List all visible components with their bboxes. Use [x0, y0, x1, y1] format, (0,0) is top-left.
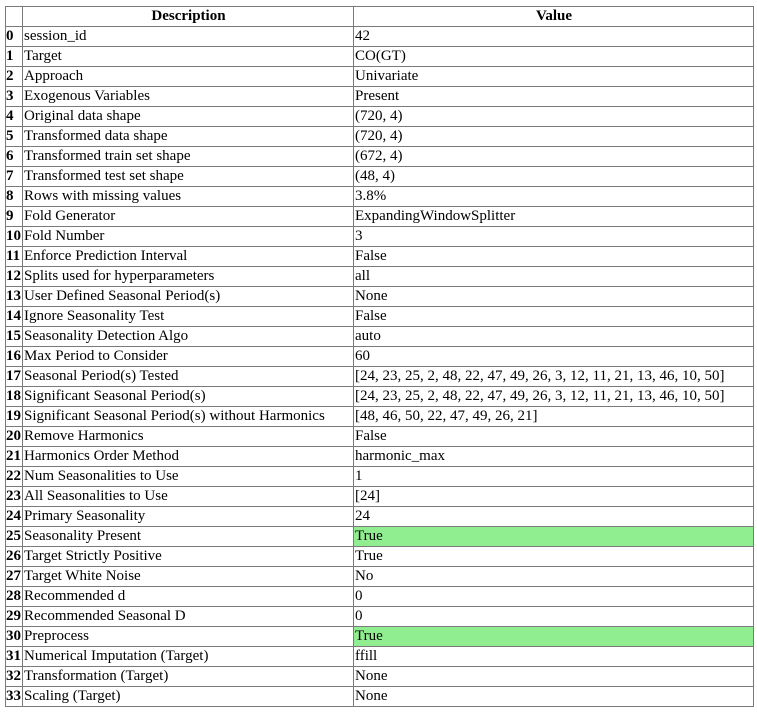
row-value: False — [354, 427, 754, 447]
row-value: [24, 23, 25, 2, 48, 22, 47, 49, 26, 3, 12, 11, 21, 13, 46, 10, 50] — [354, 367, 754, 387]
row-value: 3.8% — [354, 187, 754, 207]
row-value: (48, 4) — [354, 167, 754, 187]
row-index: 9 — [6, 207, 23, 227]
row-index: 29 — [6, 607, 23, 627]
row-value: 0 — [354, 587, 754, 607]
row-description: Seasonal Period(s) Tested — [23, 367, 354, 387]
table-row — [6, 447, 754, 467]
row-value: (720, 4) — [354, 127, 754, 147]
row-index: 7 — [6, 167, 23, 187]
row-description: Recommended Seasonal D — [23, 607, 354, 627]
row-description: Significant Seasonal Period(s) without Harmonics — [23, 407, 354, 427]
row-index: 26 — [6, 547, 23, 567]
table-row — [6, 607, 754, 627]
row-index: 21 — [6, 447, 23, 467]
table-row — [6, 647, 754, 667]
table-row — [6, 207, 754, 227]
row-description: Fold Number — [23, 227, 354, 247]
table-body — [6, 27, 754, 707]
table-row — [6, 287, 754, 307]
row-value: harmonic_max — [354, 447, 754, 467]
table-row — [6, 307, 754, 327]
row-description: User Defined Seasonal Period(s) — [23, 287, 354, 307]
row-value: 60 — [354, 347, 754, 367]
table-row — [6, 47, 754, 67]
row-description: Num Seasonalities to Use — [23, 467, 354, 487]
row-value: False — [354, 307, 754, 327]
row-index: 33 — [6, 687, 23, 707]
row-value: [24, 23, 25, 2, 48, 22, 47, 49, 26, 3, 12, 11, 21, 13, 46, 10, 50] — [354, 387, 754, 407]
row-index: 11 — [6, 247, 23, 267]
row-description: Splits used for hyperparameters — [23, 267, 354, 287]
table-row — [6, 667, 754, 687]
table-row — [6, 147, 754, 167]
row-description: Original data shape — [23, 107, 354, 127]
row-description: session_id — [23, 27, 354, 47]
row-description: Harmonics Order Method — [23, 447, 354, 467]
row-value: (720, 4) — [354, 107, 754, 127]
table-row — [6, 27, 754, 47]
table-row — [6, 367, 754, 387]
row-description: Transformation (Target) — [23, 667, 354, 687]
row-index: 18 — [6, 387, 23, 407]
row-description: Approach — [23, 67, 354, 87]
row-value: No — [354, 567, 754, 587]
table-row — [6, 467, 754, 487]
row-index: 10 — [6, 227, 23, 247]
row-index: 27 — [6, 567, 23, 587]
row-value: None — [354, 287, 754, 307]
row-value: ExpandingWindowSplitter — [354, 207, 754, 227]
row-description: Scaling (Target) — [23, 687, 354, 707]
row-description: Preprocess — [23, 627, 354, 647]
row-index: 2 — [6, 67, 23, 87]
row-description: Remove Harmonics — [23, 427, 354, 447]
row-description: Enforce Prediction Interval — [23, 247, 354, 267]
row-description: Numerical Imputation (Target) — [23, 647, 354, 667]
row-description: Transformed data shape — [23, 127, 354, 147]
row-description: Target White Noise — [23, 567, 354, 587]
row-value: ffill — [354, 647, 754, 667]
row-value: all — [354, 267, 754, 287]
table-row — [6, 627, 754, 647]
row-value: 42 — [354, 27, 754, 47]
description-header: Description — [23, 7, 354, 27]
row-value: True — [354, 547, 754, 567]
row-index: 31 — [6, 647, 23, 667]
table-row — [6, 347, 754, 367]
row-index: 20 — [6, 427, 23, 447]
row-description: Seasonality Detection Algo — [23, 327, 354, 347]
table-row — [6, 407, 754, 427]
table-row — [6, 487, 754, 507]
row-value: True — [354, 627, 754, 647]
row-index: 13 — [6, 287, 23, 307]
table-row — [6, 547, 754, 567]
table-row — [6, 227, 754, 247]
index-header — [6, 7, 23, 27]
row-index: 15 — [6, 327, 23, 347]
row-index: 28 — [6, 587, 23, 607]
row-index: 4 — [6, 107, 23, 127]
row-index: 22 — [6, 467, 23, 487]
row-index: 5 — [6, 127, 23, 147]
row-value: auto — [354, 327, 754, 347]
row-description: Transformed test set shape — [23, 167, 354, 187]
table-row — [6, 67, 754, 87]
row-value: 3 — [354, 227, 754, 247]
row-index: 6 — [6, 147, 23, 167]
row-value: None — [354, 667, 754, 687]
row-value: [24] — [354, 487, 754, 507]
table-row — [6, 247, 754, 267]
row-index: 24 — [6, 507, 23, 527]
row-description: Significant Seasonal Period(s) — [23, 387, 354, 407]
row-description: Ignore Seasonality Test — [23, 307, 354, 327]
table-row — [6, 87, 754, 107]
header-row — [6, 7, 754, 27]
row-index: 0 — [6, 27, 23, 47]
row-index: 8 — [6, 187, 23, 207]
row-description: Target Strictly Positive — [23, 547, 354, 567]
row-index: 1 — [6, 47, 23, 67]
table-row — [6, 127, 754, 147]
row-description: Fold Generator — [23, 207, 354, 227]
row-value: Present — [354, 87, 754, 107]
row-value: None — [354, 687, 754, 707]
row-index: 17 — [6, 367, 23, 387]
table-row — [6, 107, 754, 127]
row-value: (672, 4) — [354, 147, 754, 167]
row-index: 19 — [6, 407, 23, 427]
row-index: 25 — [6, 527, 23, 547]
row-value: True — [354, 527, 754, 547]
row-index: 30 — [6, 627, 23, 647]
row-value: Univariate — [354, 67, 754, 87]
table-row — [6, 187, 754, 207]
table-row — [6, 507, 754, 527]
row-description: Rows with missing values — [23, 187, 354, 207]
row-index: 32 — [6, 667, 23, 687]
row-value: 24 — [354, 507, 754, 527]
row-value: 0 — [354, 607, 754, 627]
setup-summary-table — [5, 6, 754, 707]
setup-table-container — [5, 6, 757, 707]
row-index: 16 — [6, 347, 23, 367]
row-description: Exogenous Variables — [23, 87, 354, 107]
row-value: False — [354, 247, 754, 267]
row-description: Primary Seasonality — [23, 507, 354, 527]
row-index: 23 — [6, 487, 23, 507]
row-index: 3 — [6, 87, 23, 107]
table-row — [6, 387, 754, 407]
row-value: 1 — [354, 467, 754, 487]
table-row — [6, 167, 754, 187]
table-row — [6, 327, 754, 347]
row-index: 12 — [6, 267, 23, 287]
value-header: Value — [354, 7, 754, 27]
row-value: CO(GT) — [354, 47, 754, 67]
row-description: All Seasonalities to Use — [23, 487, 354, 507]
table-row — [6, 267, 754, 287]
table-row — [6, 587, 754, 607]
table-row — [6, 567, 754, 587]
row-description: Recommended d — [23, 587, 354, 607]
row-description: Transformed train set shape — [23, 147, 354, 167]
row-description: Target — [23, 47, 354, 67]
table-row — [6, 687, 754, 707]
table-row — [6, 527, 754, 547]
row-description: Max Period to Consider — [23, 347, 354, 367]
row-index: 14 — [6, 307, 23, 327]
table-row — [6, 427, 754, 447]
row-value: [48, 46, 50, 22, 47, 49, 26, 21] — [354, 407, 754, 427]
row-description: Seasonality Present — [23, 527, 354, 547]
